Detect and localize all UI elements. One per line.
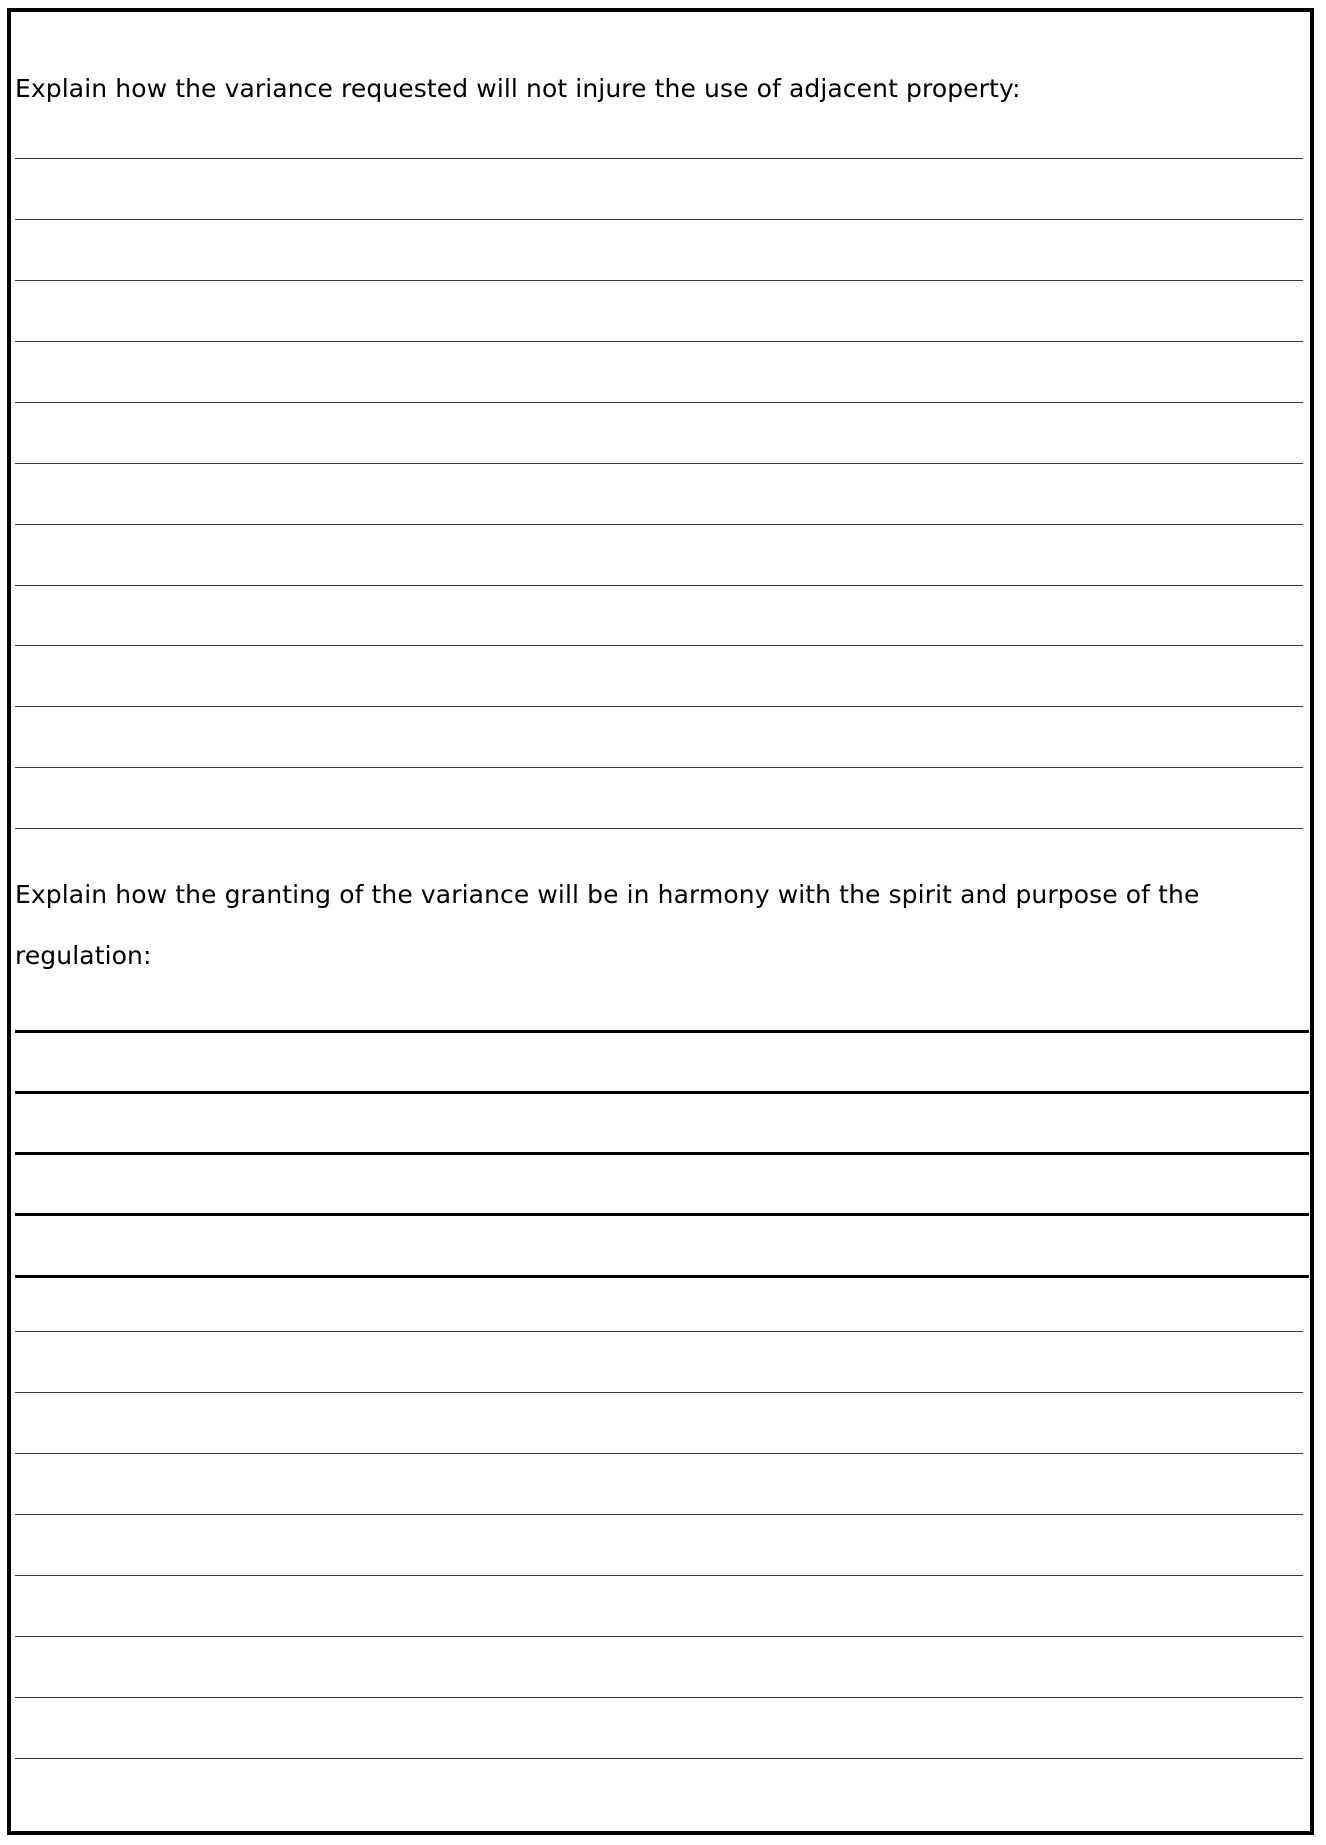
question-harmony-text-line-1: Explain how the granting of the variance will be in harmony with the spirit and purpose of the (15, 880, 1200, 909)
answer-line[interactable] (15, 402, 1303, 403)
answer-line[interactable] (15, 524, 1303, 525)
answer-line[interactable] (15, 1030, 1309, 1033)
answer-line[interactable] (15, 767, 1303, 768)
question-harmony-text-line-2: regulation: (15, 941, 152, 970)
answer-line[interactable] (15, 828, 1303, 829)
answer-line[interactable] (15, 341, 1303, 342)
answer-line[interactable] (15, 1636, 1303, 1637)
answer-line[interactable] (15, 1697, 1303, 1698)
answer-line[interactable] (15, 1514, 1303, 1515)
answer-line[interactable] (15, 1392, 1303, 1393)
question-adjacent-property-text: Explain how the variance requested will not injure the use of adjacent property: (15, 74, 1021, 103)
answer-line[interactable] (15, 1453, 1303, 1454)
answer-line[interactable] (15, 706, 1303, 707)
answer-line[interactable] (15, 1575, 1303, 1576)
answer-line[interactable] (15, 280, 1303, 281)
answer-line[interactable] (15, 1091, 1309, 1094)
answer-line[interactable] (15, 1758, 1303, 1759)
answer-line[interactable] (15, 1152, 1309, 1155)
answer-line[interactable] (15, 219, 1303, 220)
answer-line[interactable] (15, 1331, 1303, 1332)
question-harmony-with-regulation (15, 864, 1199, 986)
answer-line[interactable] (15, 1275, 1309, 1278)
answer-line[interactable] (15, 158, 1303, 159)
answer-line[interactable] (15, 585, 1303, 586)
answer-line[interactable] (15, 463, 1303, 464)
answer-line[interactable] (15, 645, 1303, 646)
answer-line[interactable] (15, 1213, 1309, 1216)
question-adjacent-property (15, 58, 1021, 119)
